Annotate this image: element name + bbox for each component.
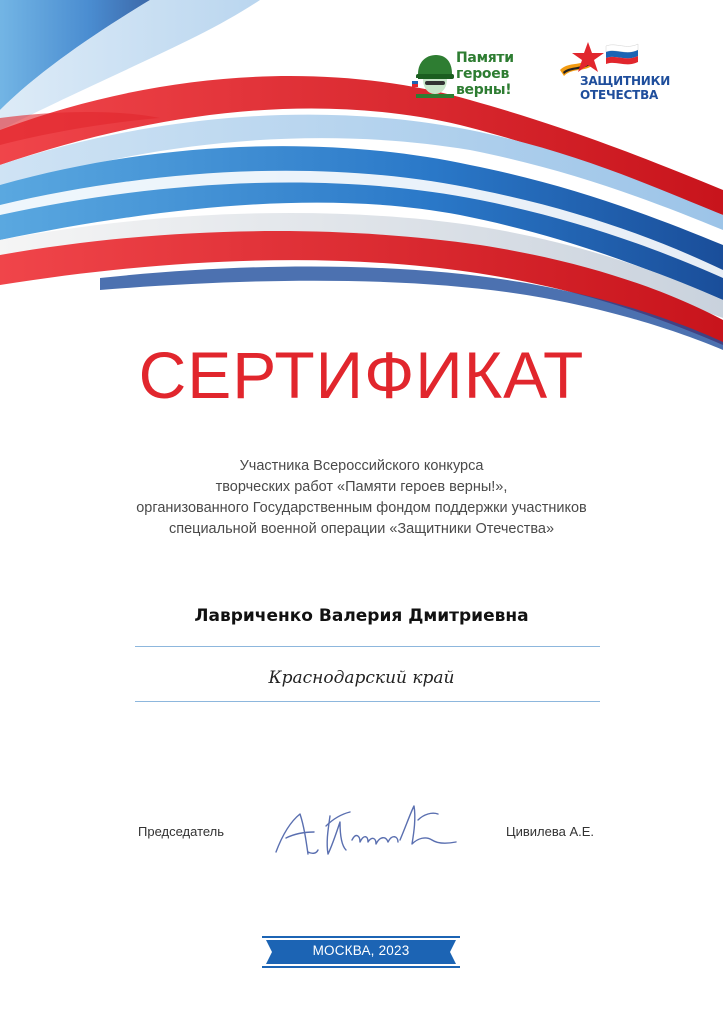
- certificate-subtitle: [80, 456, 643, 540]
- subtitle-line: организованного Государственным фондом поддержки участников: [136, 500, 587, 516]
- signatory-name: Цивилева А.Е.: [506, 824, 595, 839]
- recipient-region: Краснодарский край: [268, 668, 455, 688]
- region-underline: [135, 701, 600, 702]
- logo2-line1: ЗАЩИТНИКИ: [580, 74, 671, 88]
- subtitle-line: специальной военной операции «Защитники Отечества»: [168, 521, 555, 537]
- city-year: МОСКВА, 2023: [312, 943, 410, 958]
- pamyati-geroev-logo: [412, 50, 527, 100]
- handwritten-signature: [268, 796, 478, 866]
- subtitle-line: творческих работ «Памяти героев верны!»,: [215, 479, 508, 495]
- name-underline: [135, 646, 600, 647]
- logo1-line2: героев: [456, 66, 510, 82]
- soldier-helmet-icon: [412, 52, 456, 98]
- logo2-line2: ОТЕЧЕСТВА: [580, 88, 659, 102]
- certificate-title: СЕРТИФИКАТ: [138, 338, 585, 412]
- recipient-name: Лавриченко Валерия Дмитриевна: [194, 606, 529, 626]
- zashchitniki-otechestva-logo: [558, 40, 688, 102]
- logo1-line3: верны!: [456, 82, 512, 98]
- subtitle-line: Участника Всероссийского конкурса: [239, 458, 484, 474]
- signatory-role: Председатель: [138, 824, 225, 839]
- logo1-line1: Памяти: [456, 50, 514, 66]
